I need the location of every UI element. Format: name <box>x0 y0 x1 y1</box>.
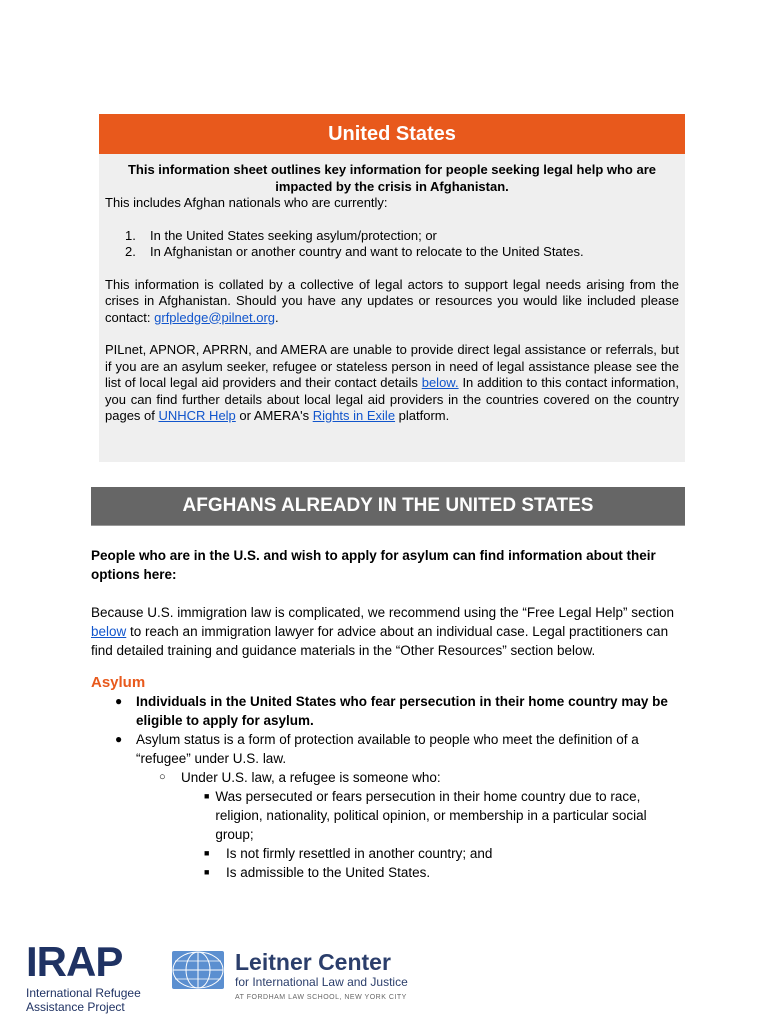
info-intro: This information sheet outlines key information for people seeking legal help who are impacted by the crisis in Afghanistan. <box>127 162 657 194</box>
irap-subtitle: Assistance Project <box>26 1000 125 1014</box>
pilnet-text: platform. <box>395 408 450 423</box>
list-text: In the United States seeking asylum/protection; or <box>150 227 437 243</box>
section-title: AFGHANS ALREADY IN THE UNITED STATES <box>182 495 594 516</box>
main-intro: People who are in the U.S. and wish to apply for asylum can find information about their options here: <box>91 548 656 582</box>
collated-text: This information is collated by a collective of legal actors to support legal needs arising from the crises in Afghanistan. Should you have any updates or resources you would like included please contact: <box>105 276 679 325</box>
includes-text: This includes Afghan nationals who are currently: <box>105 195 388 210</box>
irap-logo-block <box>26 938 141 1014</box>
list-item <box>91 692 683 730</box>
bullet-icon: ● <box>115 694 123 708</box>
asylum-list <box>91 692 683 768</box>
rights-in-exile-link[interactable]: Rights in Exile <box>312 408 396 423</box>
recommend-paragraph <box>91 603 683 660</box>
leitner-title: Leitner Center <box>235 949 391 975</box>
square-bullet-icon: ■ <box>204 791 210 801</box>
pilnet-paragraph <box>105 342 679 425</box>
square-bullet-icon: ■ <box>204 867 210 877</box>
sub-sub-text: Is not firmly resettled in another country; and <box>226 846 493 861</box>
section-heading-bar <box>91 487 685 525</box>
irap-subtitle: International Refugee <box>26 986 141 1000</box>
list-item <box>125 228 679 245</box>
circle-bullet-icon: ○ <box>159 771 166 783</box>
sub-list-item <box>91 768 683 787</box>
irap-logo: IRAP <box>26 938 123 985</box>
pilnet-text: or AMERA's <box>235 408 313 423</box>
leitner-location: AT FORDHAM LAW SCHOOL, NEW YORK CITY <box>235 994 407 1001</box>
period: . <box>275 309 279 325</box>
leitner-subtitle: for International Law and Justice <box>235 975 408 989</box>
below-link[interactable]: below <box>91 624 127 639</box>
country-title: United States <box>328 123 456 145</box>
square-bullet-icon: ■ <box>204 848 210 858</box>
list-item <box>125 244 679 261</box>
leitner-logo-block <box>171 950 408 1001</box>
below-link[interactable]: below. <box>421 375 459 390</box>
numbered-list <box>105 228 679 261</box>
recommend-text: Because U.S. immigration law is complicated, we recommend using the “Free Legal Help” section <box>91 605 675 620</box>
sub-sub-list-item <box>91 863 683 882</box>
list-number: 1. <box>125 227 136 243</box>
collated-paragraph <box>105 277 679 327</box>
list-text: In Afghanistan or another country and want to relocate to the United States. <box>150 244 584 259</box>
pilnet-text: PILnet, APNOR, APRRN, and AMERA are unable to provide direct legal assistance or referrals, but if you are an asylum seeker, refugee or stateless person in need of legal assistance please see the list of local legal aid providers and their contact details <box>105 342 679 390</box>
bullet-icon: ● <box>115 732 123 746</box>
contact-email-link[interactable]: grfpledge@pilnet.org <box>154 309 276 325</box>
sub-sub-list-item <box>91 844 683 863</box>
unhcr-help-link[interactable]: UNHCR Help <box>158 408 236 423</box>
pilnet-text: In addition to this contact information, you can find further details about local legal aid providers in the countries covered on the country pages of <box>105 375 679 423</box>
sub-bullet-text: Under U.S. law, a refugee is someone who: <box>181 770 441 785</box>
list-number: 2. <box>125 244 136 259</box>
recommend-text: to reach an immigration lawyer for advice about an individual case. Legal practitioners can find detailed training and guidance materials in the “Other Resources” section below. <box>91 624 669 658</box>
country-banner <box>99 114 685 154</box>
bullet-text: Individuals in the United States who fear persecution in their home country may be eligible to apply for asylum. <box>136 694 668 728</box>
list-item <box>91 730 683 768</box>
bullet-text: Asylum status is a form of protection available to people who meet the definition of a “refugee” under U.S. law. <box>136 732 639 766</box>
main-content <box>91 546 683 882</box>
globe-icon <box>171 950 225 990</box>
info-box <box>99 154 685 462</box>
sub-sub-list-item <box>91 787 683 844</box>
sub-sub-text: Is admissible to the United States. <box>226 865 431 880</box>
sub-sub-text: Was persecuted or fears persecution in their home country due to race, religion, nationality, political opinion, or membership in a particular social group; <box>215 789 647 842</box>
asylum-heading: Asylum <box>91 674 146 691</box>
